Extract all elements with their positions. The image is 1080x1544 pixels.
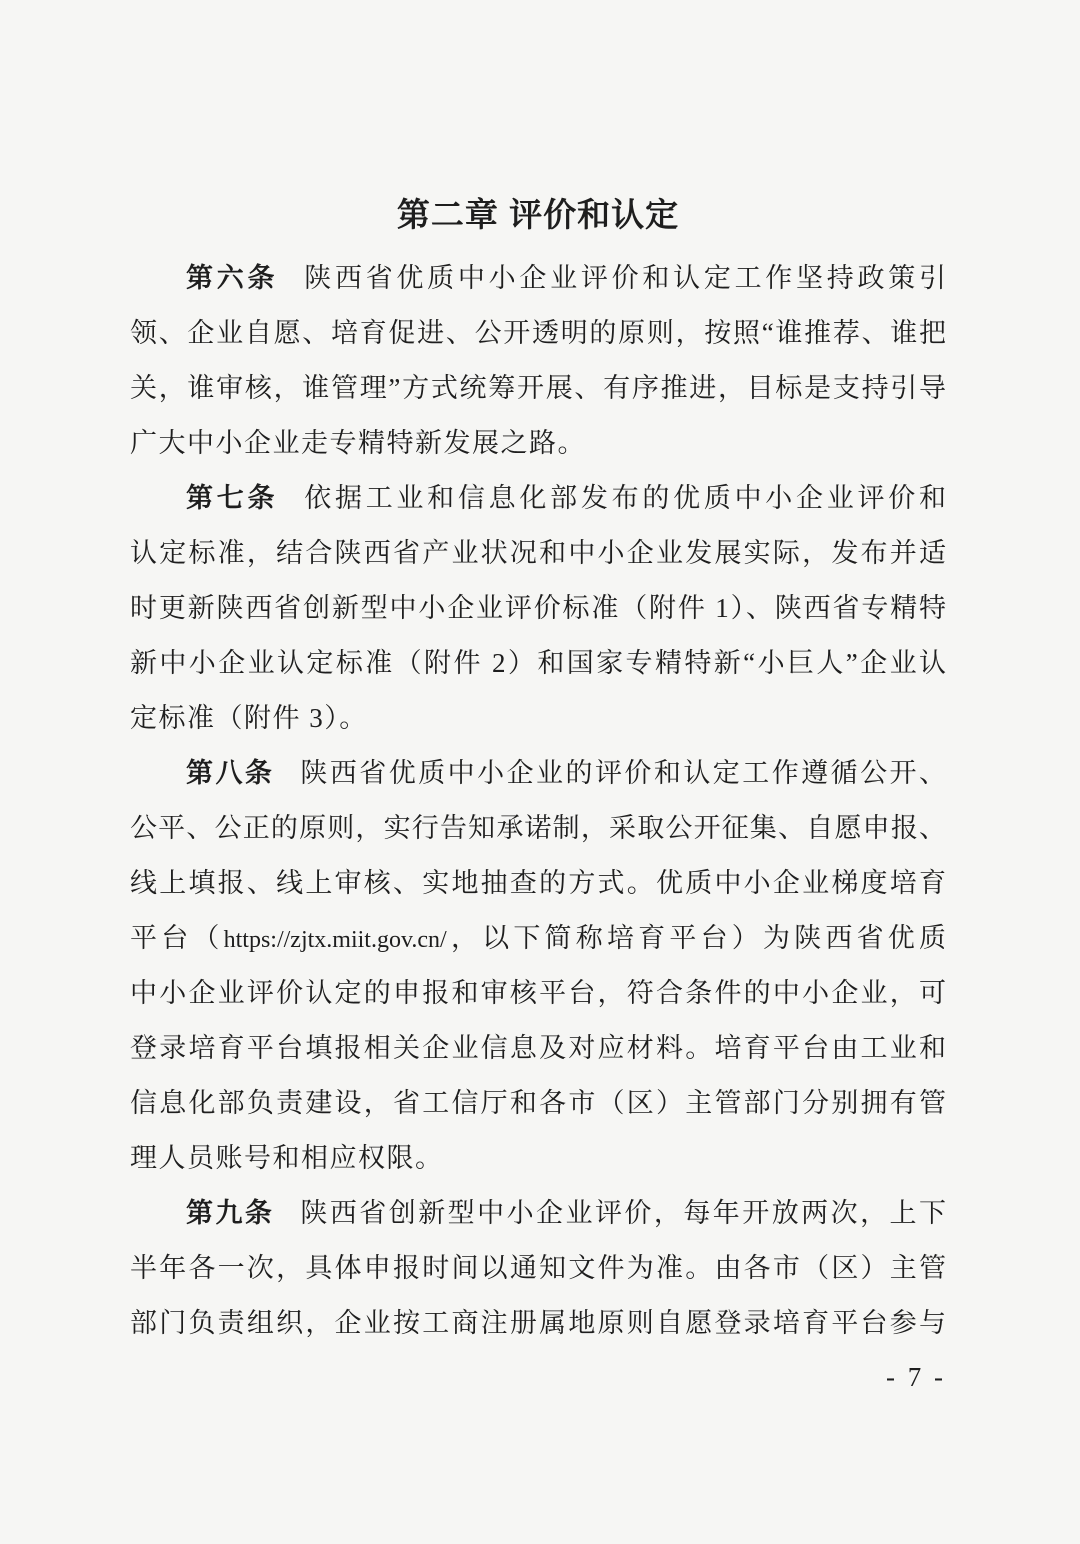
page-number: - 7 -	[886, 1362, 946, 1392]
article-8-line	[130, 1021, 946, 1076]
article-6-line	[130, 361, 946, 416]
line-text: 登录培育平台填报相关企业信息及对应材料。培育平台由工业和	[130, 1033, 946, 1063]
line-text: 定标准（附件 3）。	[130, 703, 368, 733]
line-text: 部门负责组织，企业按工商注册属地原则自愿登录培育平台参与	[130, 1308, 946, 1338]
article-9-line	[130, 1186, 946, 1241]
line-text: 平台（	[130, 923, 224, 953]
article-6-line	[130, 416, 946, 471]
line-text: 公平、公正的原则，实行告知承诺制，采取公开征集、自愿申报、	[130, 813, 946, 843]
line-text: 新中小企业认定标准（附件 2）和国家专精特新“小巨人”企业认	[130, 648, 946, 678]
article-8-line	[130, 856, 946, 911]
article-7-line	[130, 581, 946, 636]
platform-url: https://zjtx.miit.gov.cn/	[223, 927, 447, 953]
line-text: 陕西省优质中小企业的评价和认定工作遵循公开、	[300, 758, 946, 788]
article-8-line	[130, 801, 946, 856]
chapter-title: 第二章 评价和认定	[396, 196, 680, 233]
article-7-line	[130, 636, 946, 691]
article-7-line	[130, 471, 946, 526]
line-text: 依据工业和信息化部发布的优质中小企业评价和	[304, 483, 947, 513]
line-text: ，以下简称培育平台）为陕西省优质	[446, 923, 947, 953]
article-9-number: 第九条	[186, 1198, 275, 1228]
article-6-line	[130, 251, 946, 306]
article-6-line	[130, 306, 946, 361]
line-text: 陕西省优质中小企业评价和认定工作坚持政策引	[304, 263, 947, 293]
article-6-number: 第六条	[186, 263, 279, 293]
line-text: 中小企业评价认定的申报和审核平台，符合条件的中小企业，可	[130, 978, 946, 1008]
line-text: 陕西省创新型中小企业评价，每年开放两次，上下	[300, 1198, 946, 1228]
article-8-number: 第八条	[186, 758, 275, 788]
line-text: 认定标准，结合陕西省产业状况和中小企业发展实际，发布并适	[130, 538, 946, 568]
article-9-line	[130, 1241, 946, 1296]
article-7-number: 第七条	[186, 483, 279, 513]
article-9-line	[130, 1296, 946, 1351]
article-8-line-url	[130, 911, 946, 966]
line-text: 信息化部负责建设，省工信厅和各市（区）主管部门分别拥有管	[130, 1088, 946, 1118]
article-8-line	[130, 746, 946, 801]
line-text: 半年各一次，具体申报时间以通知文件为准。由各市（区）主管	[130, 1253, 946, 1283]
line-text: 关，谁审核，谁管理”方式统筹开展、有序推进，目标是支持引导	[130, 373, 946, 403]
article-7-line	[130, 526, 946, 581]
line-text: 领、企业自愿、培育促进、公开透明的原则，按照“谁推荐、谁把	[130, 318, 946, 348]
article-7-line	[130, 691, 946, 746]
document-body	[130, 251, 946, 1351]
article-8-line	[130, 1076, 946, 1131]
line-text: 理人员账号和相应权限。	[130, 1143, 444, 1173]
article-8-line	[130, 1131, 946, 1186]
line-text: 时更新陕西省创新型中小企业评价标准（附件 1）、陕西省专精特	[130, 593, 946, 623]
line-text: 广大中小企业走专精特新发展之路。	[130, 428, 586, 458]
line-text: 线上填报、线上审核、实地抽查的方式。优质中小企业梯度培育	[130, 868, 946, 898]
article-8-line	[130, 966, 946, 1021]
